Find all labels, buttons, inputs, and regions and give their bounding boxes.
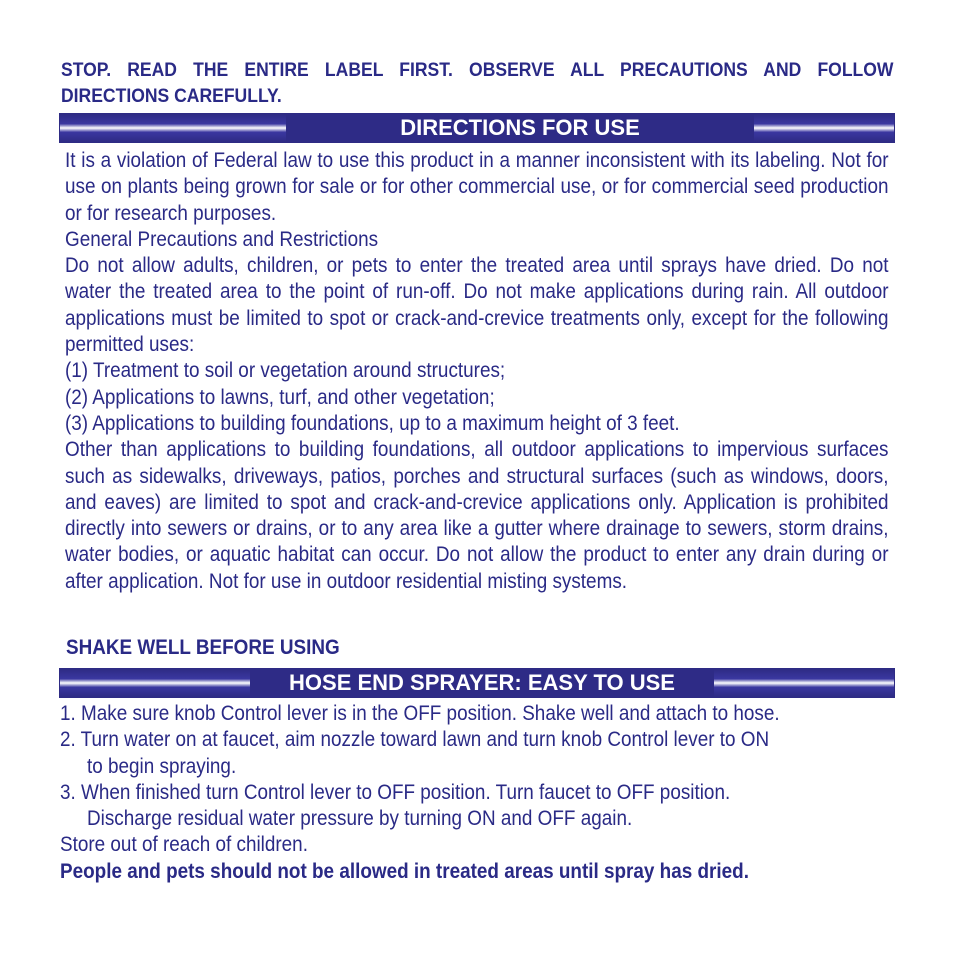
hose-sprayer-steps xyxy=(60,701,870,885)
final-warning: People and pets should not be allowed in treated areas until spray has dried. xyxy=(60,859,749,883)
hose-sprayer-banner xyxy=(59,668,895,698)
step-3: 3. When finished turn Control lever to OFF position. Turn faucet to OFF position. xyxy=(60,780,731,804)
permitted-use-1: (1) Treatment to soil or vegetation around structures; xyxy=(65,359,506,383)
directions-body xyxy=(65,148,888,595)
precautions-heading: General Precautions and Restrictions xyxy=(65,227,379,251)
hose-sprayer-title: HOSE END SPRAYER: EASY TO USE xyxy=(250,669,714,697)
stop-warning: STOP. READ THE ENTIRE LABEL FIRST. OBSERVE ALL PRECAUTIONS AND FOLLOW DIRECTIONS CAREFULLY. xyxy=(61,59,894,107)
permitted-use-2: (2) Applications to lawns, turf, and other vegetation; xyxy=(65,385,495,409)
step-2: 2. Turn water on at faucet, aim nozzle toward lawn and turn knob Control lever to ON xyxy=(60,728,770,752)
directions-banner xyxy=(59,113,895,143)
directions-title: DIRECTIONS FOR USE xyxy=(286,114,754,142)
outdoor-restrictions-paragraph: Other than applications to building foundations, all outdoor applications to impervious surfaces such as sidewalks, driveways, patios, porches and structural surfaces (such as windows, doors, and eaves) are limited to spot and crack-and-crevice applications only. Application is prohibited directly into sewers or drains, or to any area like a gutter where drainage to sewers, storm drains, water bodies, or aquatic habitat can occur. Do not allow the product to enter any drain during or after application. Not for use in outdoor residential misting systems. xyxy=(65,438,889,593)
shake-well-heading: SHAKE WELL BEFORE USING xyxy=(66,636,340,659)
precautions-paragraph: Do not allow adults, children, or pets to enter the treated area until sprays have dried. Do not water the treated area to the point of run-off. Do not make applications during rain. All outdoor applications must be limited to spot or crack-and-crevice treatments only, except for the following permitted uses: xyxy=(65,254,889,357)
storage-note: Store out of reach of children. xyxy=(60,833,308,857)
permitted-use-3: (3) Applications to building foundations, up to a maximum height of 3 feet. xyxy=(65,411,680,435)
step-3-continued: Discharge residual water pressure by turning ON and OFF again. xyxy=(87,807,633,831)
step-1: 1. Make sure knob Control lever is in the OFF position. Shake well and attach to hose. xyxy=(60,702,780,725)
step-2-continued: to begin spraying. xyxy=(87,754,237,778)
federal-law-paragraph: It is a violation of Federal law to use this product in a manner inconsistent with its labeling. Not for use on plants being grown for sale or for other commercial use, or for commercial seed production or for research purposes. xyxy=(65,149,889,225)
